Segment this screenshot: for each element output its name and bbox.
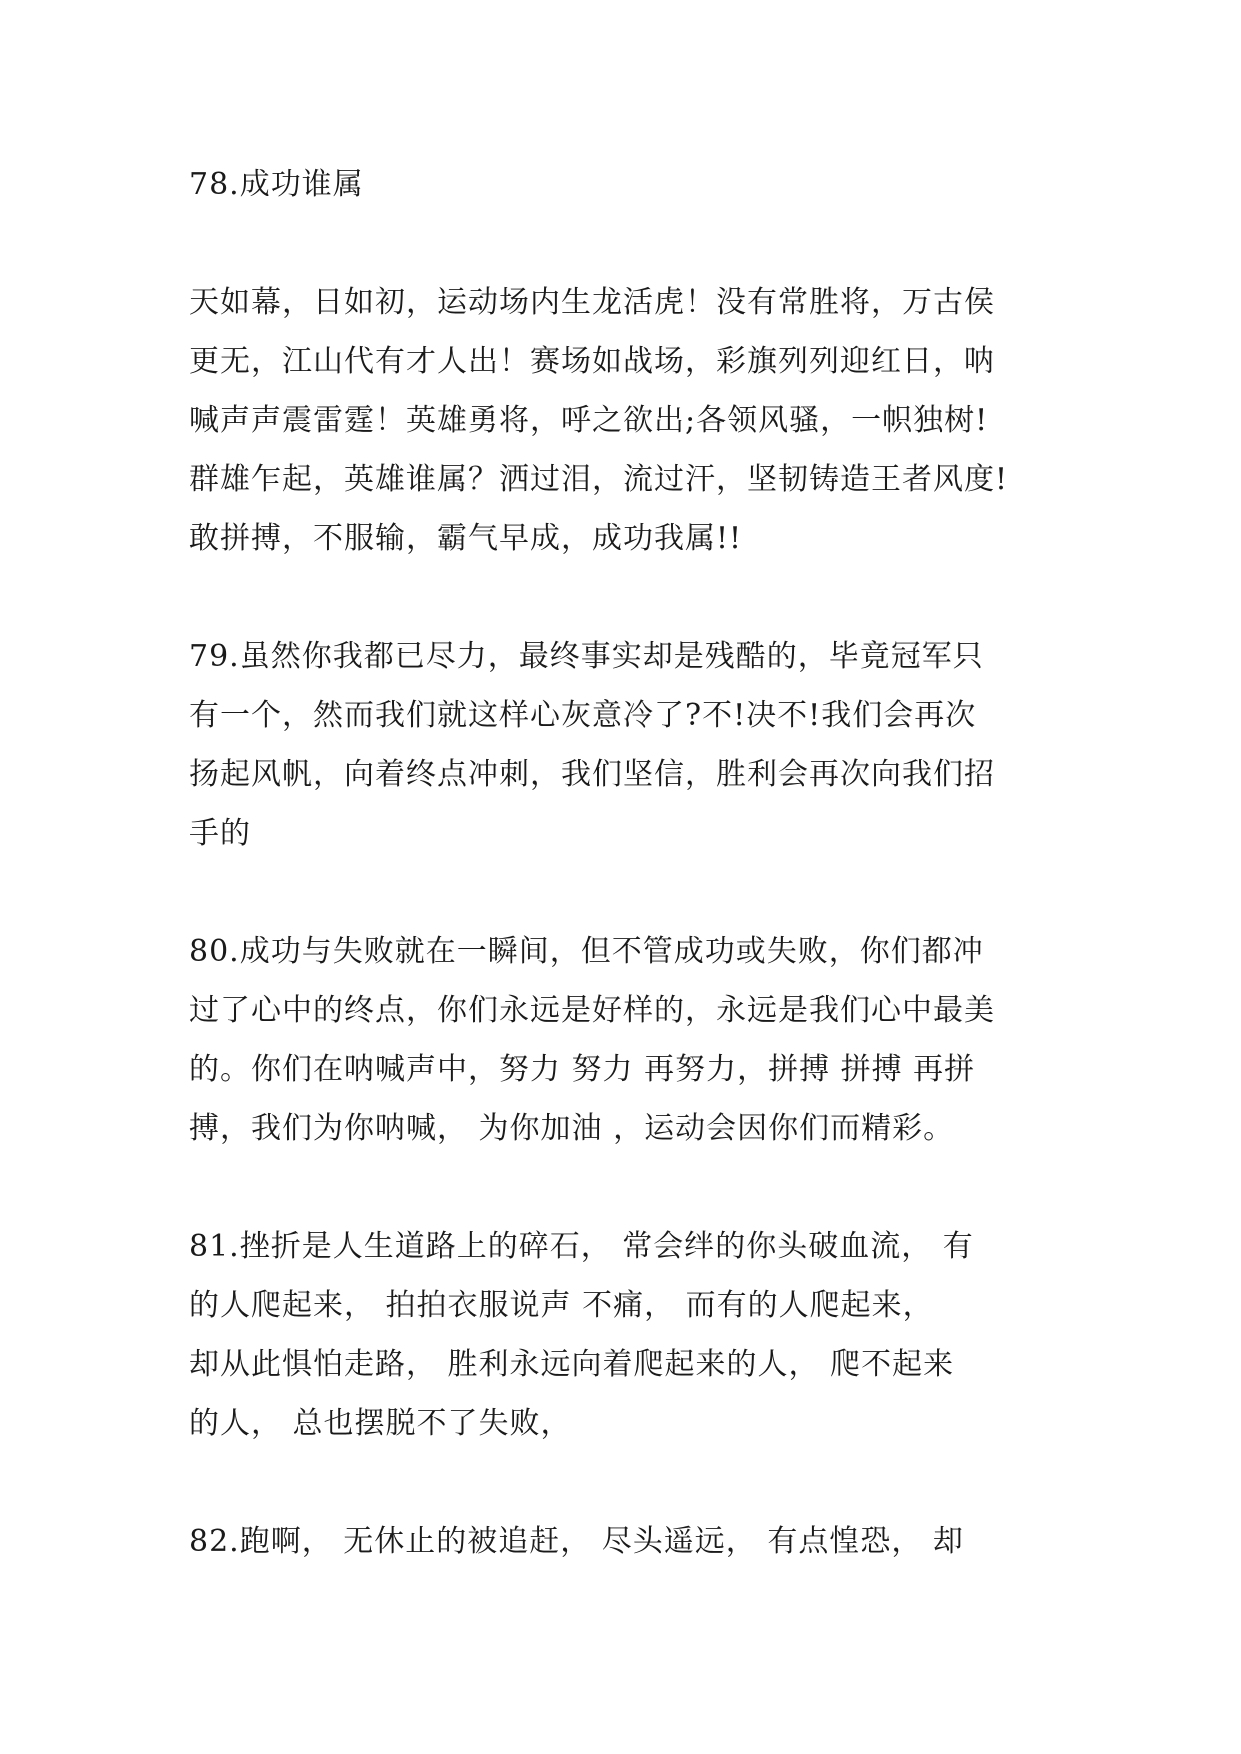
- paragraph-gap: [189, 214, 1059, 273]
- paragraph-gap: [189, 1453, 1059, 1512]
- text-line: 过了心中的终点，你们永远是好样的，永远是我们心中最美: [189, 993, 995, 1028]
- text-line: 更无，江山代有才人出！赛场如战场，彩旗列列迎红日，呐: [189, 344, 995, 379]
- text-line: 却从此惧怕走路， 胜利永远向着爬起来的人， 爬不起来: [189, 1347, 955, 1382]
- text-line: 扬起风帆，向着终点冲刺，我们坚信，胜利会再次向我们招: [189, 757, 995, 792]
- text-line: 的人爬起来， 拍拍衣服说声 不痛， 而有的人爬起来，: [189, 1288, 934, 1323]
- paragraph-gap: [189, 863, 1059, 922]
- paragraph-gap: [189, 1158, 1059, 1217]
- text-line: 有一个，然而我们就这样心灰意冷了?不!决不!我们会再次: [189, 698, 977, 733]
- text-line: 81.挫折是人生道路上的碎石， 常会绊的你头破血流， 有: [189, 1229, 974, 1264]
- paragraph-gap: [189, 568, 1059, 627]
- text-line: 手的: [189, 816, 251, 851]
- text-line: 天如幕，日如初，运动场内生龙活虎！没有常胜将，万古侯: [189, 285, 995, 320]
- text-line: 79.虽然你我都已尽力，最终事实却是残酷的，毕竟冠军只: [189, 639, 984, 674]
- paragraph-78-title: [189, 155, 1059, 214]
- paragraph-81: [189, 1217, 1059, 1453]
- paragraph-78-body: [189, 273, 1059, 568]
- paragraph-82: [189, 1512, 1059, 1571]
- text-line: 群雄乍起，英雄谁属？洒过泪，流过汗，坚韧铸造王者风度!: [189, 462, 1009, 497]
- paragraph-80: [189, 922, 1059, 1158]
- text-line: 敢拼搏，不服输，霸气早成，成功我属!!: [189, 521, 743, 556]
- text-line: 78.成功谁属: [189, 167, 364, 202]
- paragraph-79: [189, 627, 1059, 863]
- text-line: 82.跑啊， 无休止的被追赶， 尽头遥远， 有点惶恐， 却: [189, 1524, 964, 1559]
- text-line: 80.成功与失败就在一瞬间，但不管成功或失败，你们都冲: [189, 934, 984, 969]
- text-line: 的人， 总也摆脱不了失败，: [189, 1406, 572, 1441]
- text-line: 的。你们在呐喊声中，努力 努力 再努力，拼搏 拼搏 再拼: [189, 1052, 976, 1087]
- document-body: [189, 155, 1059, 1571]
- text-line: 喊声声震雷霆！英雄勇将，呼之欲出;各领风骚，一帜独树!: [189, 403, 989, 438]
- text-line: 搏，我们为你呐喊， 为你加油 ，运动会因你们而精彩。: [189, 1111, 955, 1146]
